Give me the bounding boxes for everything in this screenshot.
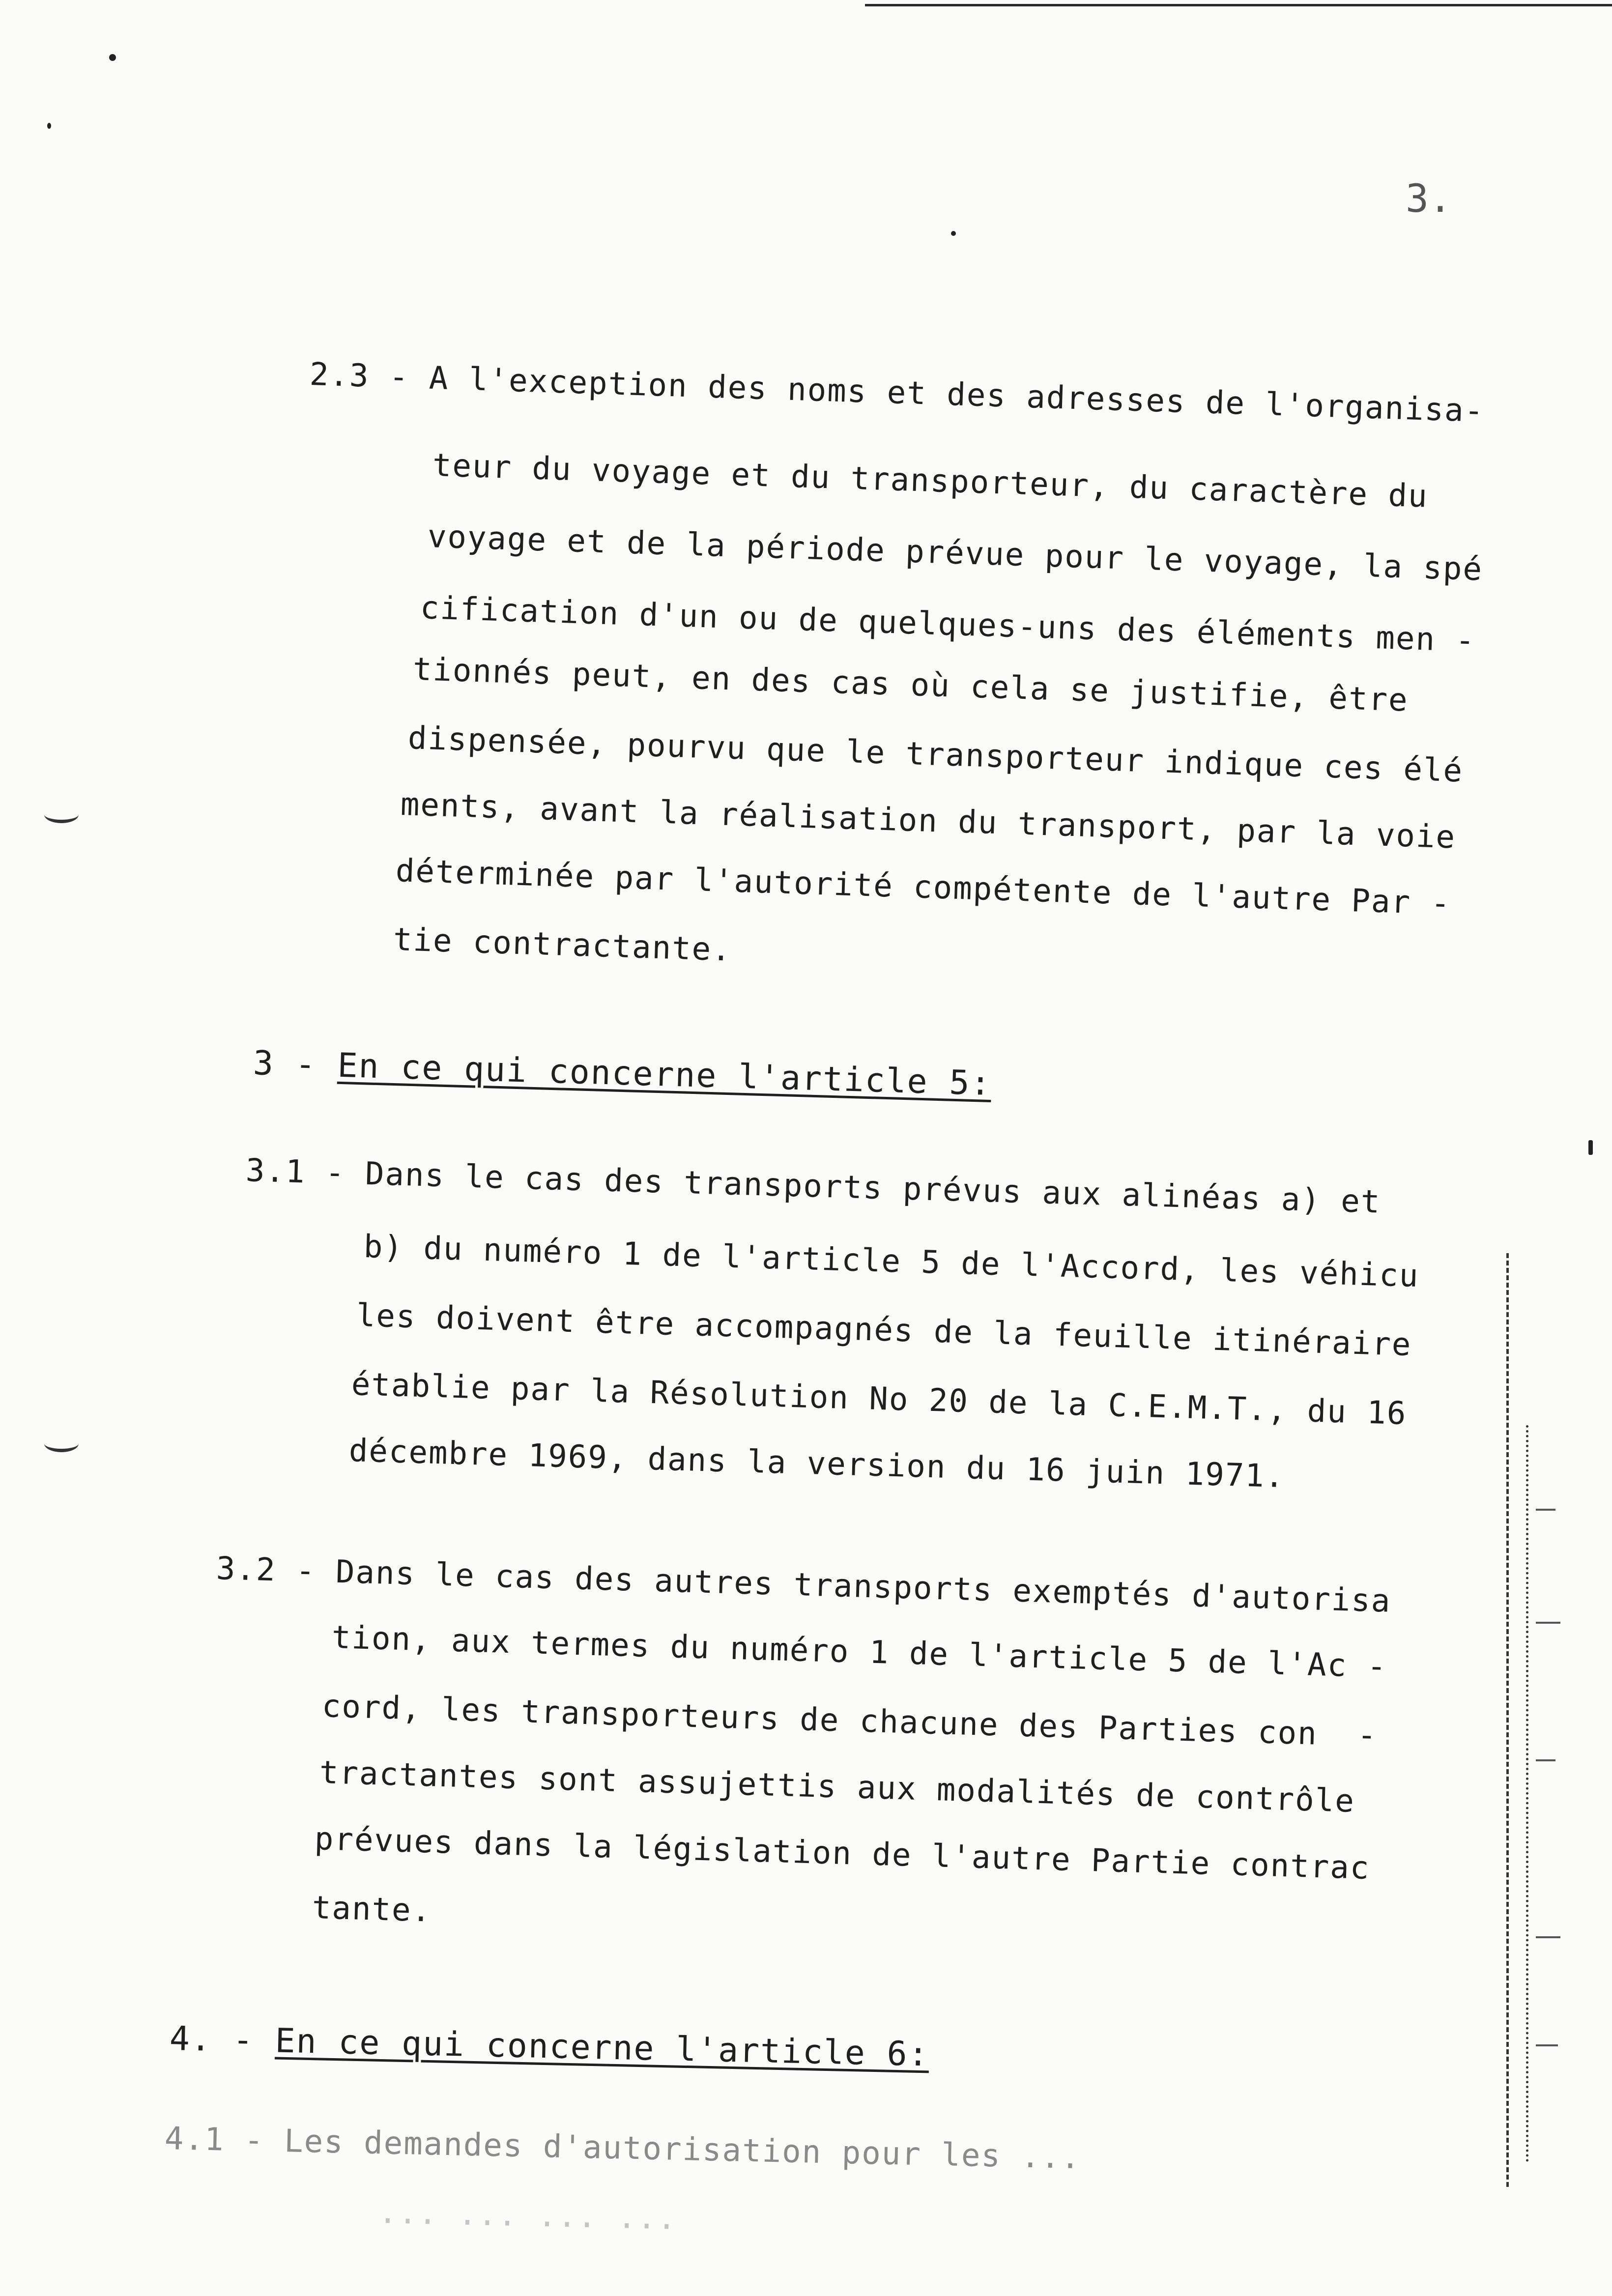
margin-curve — [44, 806, 79, 823]
para-3-2-line: tante. — [311, 1890, 432, 1929]
section-3-title: En ce qui concerne l'article 5: — [337, 1046, 992, 1103]
para-2-3-line: tie contractante. — [392, 921, 732, 969]
para-3-2-line: tractantes sont assujettis aux modalités de contrôle — [318, 1754, 1355, 1820]
margin-artifact — [1536, 2044, 1558, 2046]
section-4-heading — [169, 2019, 930, 2074]
para-3-2-line: 3.2 - Dans le cas des autres transports exemptés d'autorisa — [215, 1550, 1392, 1620]
para-3-1-line: 3.1 - Dans le cas des transports prévus aux alinéas a) et — [245, 1152, 1382, 1221]
section-3-number: 3 - — [252, 1044, 317, 1085]
para-2-3-line: 2.3 - A l'exception des noms et des adresses de l'organisa- — [309, 356, 1485, 430]
para-3-1-line: b) du numéro 1 de l'article 5 de l'Accord, les véhicu — [363, 1229, 1420, 1294]
margin-artifact — [1506, 1253, 1509, 2187]
margin-artifact — [1536, 1759, 1555, 1761]
speck — [47, 123, 51, 129]
speck — [951, 231, 956, 236]
margin-artifact — [1536, 1622, 1560, 1624]
margin-artifact — [1526, 1425, 1528, 2162]
para-3-2-line: tion, aux termes du numéro 1 de l'article 5 de l'Ac - — [331, 1619, 1388, 1685]
para-3-2-line: prévues dans la législation de l'autre Partie contrac — [314, 1821, 1371, 1887]
speck — [109, 54, 116, 61]
para-2-3-line: dispensée, pourvu que le transporteur indique ces élé — [407, 720, 1464, 790]
para-3-2-line: cord, les transporteurs de chacune des Parties con - — [321, 1688, 1378, 1754]
para-3-1-line: les doivent être accompagnés de la feuille itinéraire — [355, 1297, 1412, 1363]
margin-curve — [44, 1435, 79, 1452]
section-4-number: 4. - — [169, 2019, 255, 2060]
para-2-3-line: voyage et de la période prévue pour le voyage, la spé — [427, 518, 1484, 588]
section-3-heading — [252, 1044, 992, 1103]
para-2-3-line: tionnés peut, en des cas où cela se justifie, être — [412, 651, 1409, 719]
para-2-3-line: teur du voyage et du transporteur, du caractère du — [432, 447, 1429, 515]
para-4-1-line: ... ... ... ... — [378, 2194, 678, 2237]
para-2-3-line: déterminée par l'autorité compétente de l'autre Par - — [395, 853, 1452, 922]
para-2-3-line: cification d'un ou de quelques-uns des éléments men - — [419, 590, 1476, 660]
margin-artifact — [1536, 1936, 1560, 1938]
margin-artifact — [1536, 1509, 1555, 1511]
page-number: 3. — [1406, 177, 1452, 221]
para-4-1-line: 4.1 - Les demandes d'autorisation pour les ... — [164, 2121, 1081, 2177]
top-rule — [865, 4, 1612, 6]
speck — [1588, 1140, 1593, 1155]
para-3-1-line: établie par la Résolution No 20 de la C.E.M.T., du 16 — [350, 1366, 1408, 1432]
section-4-title: En ce qui concerne l'article 6: — [274, 2021, 930, 2074]
para-3-1-line: décembre 1969, dans la version du 16 juin 1971. — [348, 1433, 1286, 1495]
para-2-3-line: ments, avant la réalisation du transport, par la voie — [400, 786, 1457, 856]
